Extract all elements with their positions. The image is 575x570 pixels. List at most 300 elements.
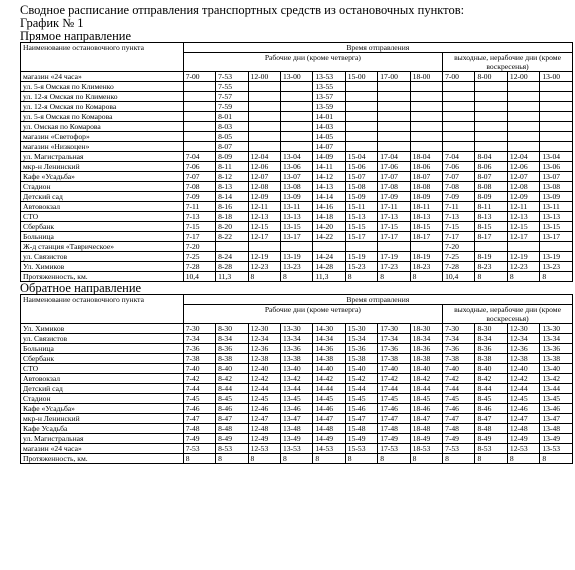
departure-time-cell: 8-38 <box>475 354 507 364</box>
departure-time-cell <box>475 122 507 132</box>
departure-time-cell: 8 <box>216 454 248 464</box>
departure-time-cell: 18-30 <box>410 324 442 334</box>
departure-time-header: Время отправления <box>183 295 572 305</box>
departure-time-cell: 7-48 <box>443 424 475 434</box>
stop-name-cell: Сбербанк <box>21 222 184 232</box>
departure-time-cell: 8 <box>183 454 215 464</box>
departure-time-cell: 7-48 <box>183 424 215 434</box>
departure-time-cell: 8-34 <box>216 334 248 344</box>
departure-time-cell: 18-40 <box>410 364 442 374</box>
departure-time-cell: 8-12 <box>216 172 248 182</box>
departure-time-cell: 7-46 <box>183 404 215 414</box>
departure-time-cell: 12-46 <box>248 404 280 414</box>
departure-time-cell: 15-34 <box>345 334 377 344</box>
departure-time-cell: 7-15 <box>443 222 475 232</box>
departure-time-cell <box>540 132 573 142</box>
table-row <box>21 384 573 394</box>
departure-time-cell: 8-08 <box>475 182 507 192</box>
departure-time-cell: 8-30 <box>475 324 507 334</box>
departure-time-cell: 8-36 <box>475 344 507 354</box>
departure-time-cell: 8-03 <box>216 122 248 132</box>
departure-time-cell: 7-20 <box>183 242 215 252</box>
departure-time-cell: 7-59 <box>216 102 248 112</box>
stop-name-cell: Протяженность, км. <box>21 454 184 464</box>
backward-rows <box>21 324 573 464</box>
departure-time-cell: 12-34 <box>248 334 280 344</box>
departure-time-cell <box>248 142 280 152</box>
table-row <box>21 182 573 192</box>
departure-time-cell: 7-47 <box>443 414 475 424</box>
departure-time-cell: 8-53 <box>216 444 248 454</box>
departure-time-cell: 13-46 <box>540 404 573 414</box>
departure-time-cell: 15-19 <box>345 252 377 262</box>
departure-time-cell: 12-36 <box>248 344 280 354</box>
stop-name-cell: магазин «Светофор» <box>21 132 184 142</box>
departure-time-cell: 12-49 <box>248 434 280 444</box>
departure-time-cell <box>378 142 410 152</box>
departure-time-cell: 8-47 <box>475 414 507 424</box>
forward-heading: Прямое направление <box>20 29 132 43</box>
departure-time-cell: 17-08 <box>378 182 410 192</box>
departure-time-cell: 15-49 <box>345 434 377 444</box>
departure-time-cell <box>280 102 312 112</box>
departure-time-cell: 15-38 <box>345 354 377 364</box>
departure-time-cell: 8-05 <box>216 132 248 142</box>
stop-name-cell: Больница <box>21 344 184 354</box>
departure-time-cell: 17-46 <box>378 404 410 414</box>
departure-time-cell: 18-53 <box>410 444 442 454</box>
departure-time-cell: 7-13 <box>443 212 475 222</box>
departure-time-cell: 7-40 <box>443 364 475 374</box>
departure-time-cell: 18-15 <box>410 222 442 232</box>
stop-name-cell: СТО <box>21 364 184 374</box>
departure-time-cell: 8-13 <box>216 182 248 192</box>
departure-time-cell <box>345 142 377 152</box>
stop-name-cell: Ул. Химиков <box>21 324 184 334</box>
departure-time-cell: 7-44 <box>183 384 215 394</box>
departure-time-cell: 13-45 <box>280 394 312 404</box>
departure-time-cell: 8 <box>410 272 442 282</box>
departure-time-cell: 7-45 <box>183 394 215 404</box>
departure-time-cell: 7-34 <box>183 334 215 344</box>
departure-time-cell: 8 <box>280 272 312 282</box>
departure-time-cell: 13-30 <box>280 324 312 334</box>
table-row <box>21 202 573 212</box>
stop-name-cell: магазин «24 часа» <box>21 444 184 454</box>
departure-time-cell: 15-08 <box>345 182 377 192</box>
departure-time-cell: 18-09 <box>410 192 442 202</box>
departure-time-cell: 14-30 <box>313 324 345 334</box>
departure-time-cell: 14-47 <box>313 414 345 424</box>
stop-name-cell: ул. Магистральная <box>21 434 184 444</box>
departure-time-cell: 14-14 <box>313 192 345 202</box>
departure-time-cell: 18-47 <box>410 414 442 424</box>
departure-time-cell: 7-46 <box>443 404 475 414</box>
departure-time-cell: 12-06 <box>248 162 280 172</box>
departure-time-cell: 12-19 <box>507 252 539 262</box>
departure-time-cell: 13-57 <box>313 92 345 102</box>
departure-time-cell <box>345 102 377 112</box>
departure-time-cell <box>280 122 312 132</box>
departure-time-cell: 12-08 <box>507 182 539 192</box>
departure-time-cell <box>475 112 507 122</box>
departure-time-cell <box>378 132 410 142</box>
table-row <box>21 112 573 122</box>
departure-time-cell: 12-13 <box>248 212 280 222</box>
departure-time-cell: 12-53 <box>507 444 539 454</box>
departure-time-cell: 13-09 <box>540 192 573 202</box>
departure-time-cell: 7-42 <box>183 374 215 384</box>
departure-time-cell: 8-20 <box>216 222 248 232</box>
departure-time-cell <box>410 132 442 142</box>
departure-time-cell <box>183 102 215 112</box>
stop-name-cell: СТО <box>21 212 184 222</box>
departure-time-cell <box>540 122 573 132</box>
departure-time-cell: 8-01 <box>216 112 248 122</box>
table-row <box>21 374 573 384</box>
departure-time-cell: 8 <box>248 454 280 464</box>
departure-time-cell: 15-44 <box>345 384 377 394</box>
departure-time-cell: 15-17 <box>345 232 377 242</box>
departure-time-cell: 18-48 <box>410 424 442 434</box>
departure-time-cell <box>345 122 377 132</box>
departure-time-cell: 18-07 <box>410 172 442 182</box>
departure-time-cell: 7-11 <box>443 202 475 212</box>
departure-time-cell: 12-08 <box>248 182 280 192</box>
departure-time-cell: 8 <box>507 272 539 282</box>
departure-time-cell: 8-48 <box>216 424 248 434</box>
departure-time-cell: 17-13 <box>378 212 410 222</box>
departure-time-cell: 8-46 <box>475 404 507 414</box>
departure-time-cell: 7-11 <box>183 202 215 212</box>
departure-time-cell: 14-40 <box>313 364 345 374</box>
departure-time-cell: 13-11 <box>540 202 573 212</box>
departure-time-cell: 7-45 <box>443 394 475 404</box>
departure-time-cell: 13-06 <box>540 162 573 172</box>
departure-time-cell: 13-23 <box>540 262 573 272</box>
stop-name-header: Наименование остановочного пункта <box>21 295 184 324</box>
departure-time-cell: 14-24 <box>313 252 345 262</box>
departure-time-cell: 13-47 <box>540 414 573 424</box>
departure-time-cell: 12-44 <box>248 384 280 394</box>
departure-time-cell: 8-53 <box>475 444 507 454</box>
departure-time-cell: 7-38 <box>443 354 475 364</box>
departure-time-cell: 14-44 <box>313 384 345 394</box>
departure-time-cell: 7-49 <box>183 434 215 444</box>
departure-time-cell: 7-36 <box>183 344 215 354</box>
departure-time-cell: 8-14 <box>216 192 248 202</box>
departure-time-cell <box>410 92 442 102</box>
departure-time-cell <box>345 92 377 102</box>
departure-time-cell: 14-03 <box>313 122 345 132</box>
departure-time-cell: 18-17 <box>410 232 442 242</box>
departure-time-cell: 8-45 <box>475 394 507 404</box>
departure-time-cell: 7-20 <box>443 242 475 252</box>
departure-time-cell: 7-13 <box>183 212 215 222</box>
departure-time-cell: 12-36 <box>507 344 539 354</box>
departure-time-cell: 13-08 <box>280 182 312 192</box>
departure-time-cell: 18-23 <box>410 262 442 272</box>
departure-time-cell: 8-04 <box>475 152 507 162</box>
departure-time-cell: 17-34 <box>378 334 410 344</box>
departure-time-cell <box>183 142 215 152</box>
departure-time-cell: 13-13 <box>540 212 573 222</box>
departure-time-cell: 7-06 <box>183 162 215 172</box>
departure-time-cell: 13-23 <box>280 262 312 272</box>
departure-time-cell: 12-15 <box>507 222 539 232</box>
departure-time-cell: 13-49 <box>540 434 573 444</box>
weekend-header: выходные, нерабочие дни (кроме воскресенья) <box>443 53 573 72</box>
table-row <box>21 232 573 242</box>
departure-time-cell: 13-15 <box>540 222 573 232</box>
departure-time-cell <box>475 132 507 142</box>
departure-time-cell: 17-19 <box>378 252 410 262</box>
departure-time-cell: 8-24 <box>216 252 248 262</box>
departure-time-cell <box>410 82 442 92</box>
departure-time-cell <box>183 132 215 142</box>
departure-time-cell: 12-15 <box>248 222 280 232</box>
table-row <box>21 394 573 404</box>
departure-time-cell: 13-04 <box>280 152 312 162</box>
departure-time-cell: 8 <box>475 454 507 464</box>
weekday-header: Рабочие дни (кроме четверга) <box>183 53 442 72</box>
departure-time-cell: 12-04 <box>507 152 539 162</box>
departure-time-cell <box>183 82 215 92</box>
departure-time-cell <box>378 122 410 132</box>
departure-time-cell: 12-46 <box>507 404 539 414</box>
departure-time-cell: 7-53 <box>183 444 215 454</box>
departure-time-cell: 8-09 <box>216 152 248 162</box>
departure-time-cell <box>540 92 573 102</box>
table-row <box>21 252 573 262</box>
stop-name-cell: Детский сад <box>21 192 184 202</box>
departure-time-cell: 8 <box>540 272 573 282</box>
departure-time-cell <box>410 142 442 152</box>
departure-time-cell: 12-19 <box>248 252 280 262</box>
departure-time-cell: 8-48 <box>475 424 507 434</box>
departure-time-cell: 17-38 <box>378 354 410 364</box>
departure-time-cell: 13-34 <box>280 334 312 344</box>
stop-name-cell: ул. 12-я Омская по Комарова <box>21 102 184 112</box>
departure-time-cell: 8-11 <box>475 202 507 212</box>
departure-time-cell: 8-07 <box>216 142 248 152</box>
departure-time-cell <box>410 242 442 252</box>
document-title: Сводное расписание отправления транспортных средств из остановочных пунктов: <box>20 3 465 17</box>
departure-time-cell: 14-36 <box>313 344 345 354</box>
departure-time-cell: 13-44 <box>280 384 312 394</box>
departure-time-cell: 18-19 <box>410 252 442 262</box>
departure-time-cell <box>378 102 410 112</box>
departure-time-cell: 13-04 <box>540 152 573 162</box>
departure-time-cell: 13-55 <box>313 82 345 92</box>
table-row <box>21 242 573 252</box>
departure-time-cell: 7-07 <box>183 172 215 182</box>
departure-time-cell: 8 <box>540 454 573 464</box>
departure-time-cell: 15-42 <box>345 374 377 384</box>
table-row <box>21 404 573 414</box>
departure-time-cell: 12-44 <box>507 384 539 394</box>
departure-time-cell: 15-53 <box>345 444 377 454</box>
departure-time-cell <box>507 242 539 252</box>
departure-time-cell: 15-47 <box>345 414 377 424</box>
departure-time-cell: 18-46 <box>410 404 442 414</box>
departure-time-cell: 12-07 <box>507 172 539 182</box>
stop-name-cell: Автовокзал <box>21 374 184 384</box>
backward-heading: Обратное направление <box>20 281 142 295</box>
departure-time-cell: 8-40 <box>475 364 507 374</box>
departure-time-cell: 7-08 <box>183 182 215 192</box>
departure-time-cell: 14-34 <box>313 334 345 344</box>
table-row <box>21 192 573 202</box>
departure-time-cell: 8-44 <box>216 384 248 394</box>
stop-name-cell: ул. Магистральная <box>21 152 184 162</box>
stop-name-cell: ул. 5-я Омская по Клименко <box>21 82 184 92</box>
departure-time-cell: 14-42 <box>313 374 345 384</box>
table-row <box>21 172 573 182</box>
departure-time-cell: 12-30 <box>248 324 280 334</box>
departure-time-cell <box>216 242 248 252</box>
stop-name-cell: Кафе «Усадьба» <box>21 404 184 414</box>
forward-rows <box>21 72 573 282</box>
departure-time-cell: 7-53 <box>216 72 248 82</box>
departure-time-cell: 13-06 <box>280 162 312 172</box>
stop-name-cell: магазин «24 часа» <box>21 72 184 82</box>
departure-time-cell: 14-48 <box>313 424 345 434</box>
departure-time-cell: 7-28 <box>183 262 215 272</box>
departure-time-cell: 13-34 <box>540 334 573 344</box>
departure-time-cell <box>280 242 312 252</box>
departure-time-cell: 7-49 <box>443 434 475 444</box>
departure-time-cell <box>410 112 442 122</box>
departure-time-cell <box>280 92 312 102</box>
departure-time-cell: 18-38 <box>410 354 442 364</box>
departure-time-cell: 15-23 <box>345 262 377 272</box>
departure-time-cell: 8-47 <box>216 414 248 424</box>
departure-time-cell: 12-47 <box>248 414 280 424</box>
table-row <box>21 424 573 434</box>
departure-time-cell: 12-40 <box>507 364 539 374</box>
departure-time-cell: 7-28 <box>443 262 475 272</box>
departure-time-cell <box>507 92 539 102</box>
departure-time-cell: 13-53 <box>313 72 345 82</box>
table-row <box>21 364 573 374</box>
departure-time-cell: 13-40 <box>280 364 312 374</box>
departure-time-cell: 14-49 <box>313 434 345 444</box>
stop-name-header: Наименование остановочного пункта <box>21 43 184 72</box>
departure-time-cell: 8-18 <box>216 212 248 222</box>
departure-time-cell: 18-11 <box>410 202 442 212</box>
departure-time-cell: 8-16 <box>216 202 248 212</box>
departure-time-cell: 14-01 <box>313 112 345 122</box>
departure-time-cell: 13-36 <box>280 344 312 354</box>
departure-time-cell <box>443 92 475 102</box>
departure-time-cell: 7-25 <box>183 252 215 262</box>
table-row <box>21 454 573 464</box>
departure-time-cell: 8-00 <box>475 72 507 82</box>
departure-time-cell: 12-07 <box>248 172 280 182</box>
departure-time-cell: 13-42 <box>280 374 312 384</box>
departure-time-cell: 13-07 <box>280 172 312 182</box>
departure-time-cell: 14-13 <box>313 182 345 192</box>
departure-time-cell: 8-19 <box>475 252 507 262</box>
departure-time-cell: 18-36 <box>410 344 442 354</box>
departure-time-cell: 8-11 <box>216 162 248 172</box>
departure-time-cell: 12-42 <box>248 374 280 384</box>
departure-time-cell: 7-08 <box>443 182 475 192</box>
departure-time-cell: 8-38 <box>216 354 248 364</box>
departure-time-cell: 12-42 <box>507 374 539 384</box>
departure-time-cell: 13-53 <box>540 444 573 454</box>
departure-time-cell: 14-22 <box>313 232 345 242</box>
departure-time-cell: 14-07 <box>313 142 345 152</box>
departure-time-cell: 8 <box>475 272 507 282</box>
departure-time-cell: 15-30 <box>345 324 377 334</box>
departure-time-cell: 18-45 <box>410 394 442 404</box>
departure-time-cell: 14-46 <box>313 404 345 414</box>
departure-time-cell <box>345 112 377 122</box>
departure-time-cell: 12-45 <box>507 394 539 404</box>
departure-time-cell: 13-46 <box>280 404 312 414</box>
departure-time-cell: 18-08 <box>410 182 442 192</box>
departure-time-cell: 17-07 <box>378 172 410 182</box>
departure-time-cell: 7-38 <box>183 354 215 364</box>
departure-time-cell: 8-34 <box>475 334 507 344</box>
departure-time-cell: 8 <box>280 454 312 464</box>
departure-time-cell: 8 <box>443 454 475 464</box>
departure-time-cell: 8-40 <box>216 364 248 374</box>
departure-time-cell: 7-36 <box>443 344 475 354</box>
departure-time-cell <box>248 122 280 132</box>
departure-time-cell: 8-22 <box>216 232 248 242</box>
departure-time-cell <box>378 82 410 92</box>
departure-time-cell: 12-06 <box>507 162 539 172</box>
departure-time-cell: 14-20 <box>313 222 345 232</box>
departure-time-cell: 8 <box>345 454 377 464</box>
departure-time-cell: 8-28 <box>216 262 248 272</box>
departure-time-cell: 15-40 <box>345 364 377 374</box>
table-row <box>21 162 573 172</box>
departure-time-cell: 12-17 <box>507 232 539 242</box>
departure-time-cell: 8-36 <box>216 344 248 354</box>
departure-time-cell: 12-09 <box>507 192 539 202</box>
departure-time-cell: 13-38 <box>280 354 312 364</box>
stop-name-cell: Ул. Химиков <box>21 262 184 272</box>
departure-time-cell: 7-44 <box>443 384 475 394</box>
departure-time-cell <box>443 102 475 112</box>
departure-time-header: Время отправления <box>183 43 572 53</box>
departure-time-cell: 7-34 <box>443 334 475 344</box>
departure-time-cell: 12-23 <box>248 262 280 272</box>
table-row <box>21 92 573 102</box>
departure-time-cell: 8 <box>378 272 410 282</box>
table-row <box>21 434 573 444</box>
departure-time-cell: 13-36 <box>540 344 573 354</box>
departure-time-cell: 7-40 <box>183 364 215 374</box>
departure-time-cell: 7-00 <box>443 72 475 82</box>
departure-time-cell: 12-45 <box>248 394 280 404</box>
table-row <box>21 324 573 334</box>
stop-name-cell: ул. Связистов <box>21 334 184 344</box>
departure-time-cell: 12-47 <box>507 414 539 424</box>
departure-time-cell: 17-15 <box>378 222 410 232</box>
departure-time-cell: 13-00 <box>280 72 312 82</box>
departure-time-cell: 7-04 <box>443 152 475 162</box>
departure-time-cell: 13-45 <box>540 394 573 404</box>
departure-time-cell: 8-15 <box>475 222 507 232</box>
departure-time-cell: 14-53 <box>313 444 345 454</box>
departure-time-cell: 18-06 <box>410 162 442 172</box>
departure-time-cell: 17-04 <box>378 152 410 162</box>
